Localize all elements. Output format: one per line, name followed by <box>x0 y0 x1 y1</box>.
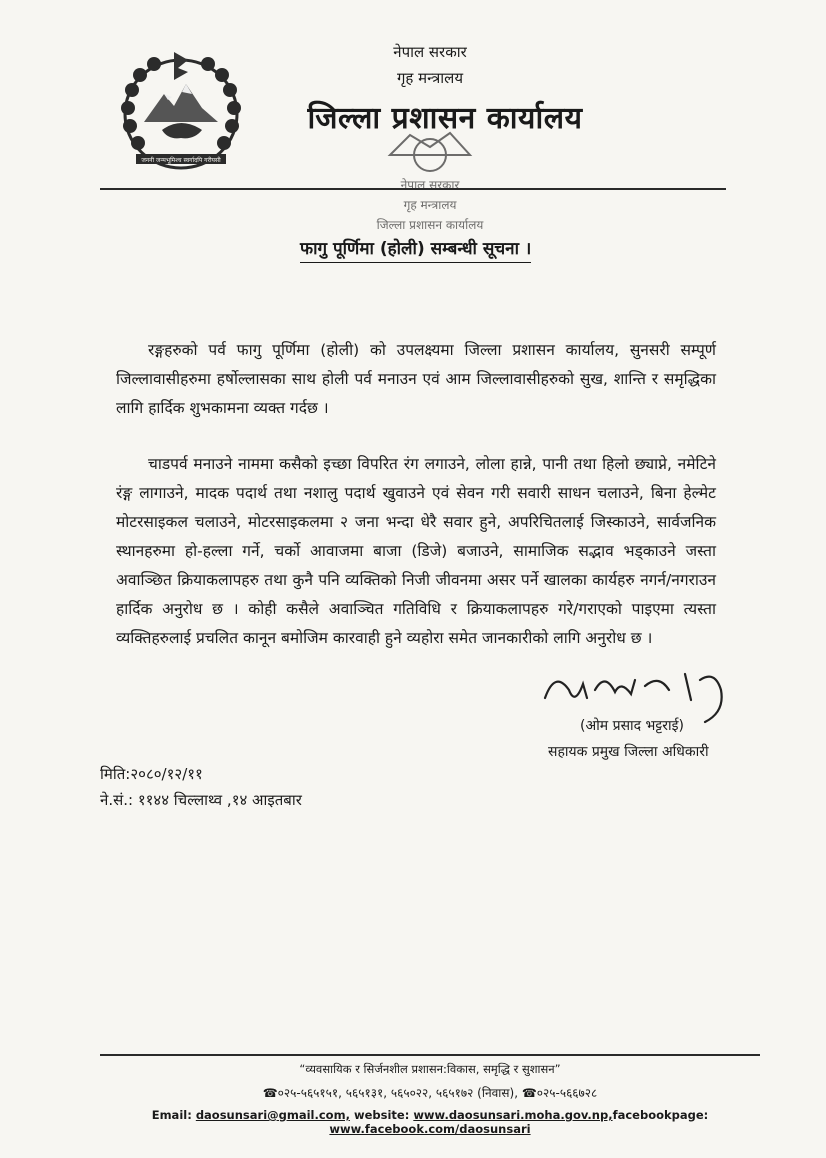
signatory-designation: सहायक प्रमुख जिल्ला अधिकारी <box>548 744 709 760</box>
stamp-line-1: नेपाल सरकार <box>400 178 460 192</box>
website-link[interactable]: www.daosunsari.moha.gov.np, <box>413 1108 613 1122</box>
stamp-line-3: जिल्ला प्रशासन कार्यालय <box>376 218 484 232</box>
phone-icon: ☎ <box>262 1086 278 1100</box>
email-label: Email: <box>151 1108 196 1122</box>
facebook-label: facebookpage: <box>612 1108 709 1122</box>
stamp-line-2: गृह मन्त्रालय <box>403 198 457 212</box>
paragraph-greeting: रङ्गहरुको पर्व फागु पूर्णिमा (होली) को उपलक्ष्यमा जिल्ला प्रशासन कार्यालय, सुनसरी सम्पूर्ण जिल्लावासीहरुमा हर्षोल्लासका साथ होली पर्व मनाउन एवं आम जिल्लावासीहरुको सुख, शान्ति र समृद्धिका लागि हार्दिक शुभकामना व्यक्त गर्दछ । <box>116 340 716 417</box>
nepal-emblem <box>116 50 246 176</box>
notice-subject: फागु पूर्णिमा (होली) सम्बन्धी सूचना । <box>300 236 531 263</box>
emblem-motto: जननी जन्मभूमिश्च स्वर्गादपि गरीयसी <box>141 157 221 164</box>
government-line: नेपाल सरकार <box>393 43 467 61</box>
office-title: जिल्ला प्रशासन कार्यालय <box>307 101 583 136</box>
paragraph-request: चाडपर्व मनाउने नाममा कसैको इच्छा विपरित रंग लगाउने, लोला हान्ने, पानी तथा हिलो छ्याप्ने, नमेटिने रंङ्ग लागाउने, मादक पदार्थ तथा नशालु पदार्थ खुवाउने एवं सेवन गरी सवारी साधन चलाउने, बिना हेल्मेट मोटरसाइकल चलाउने, मोटरसाइकलमा २ जना भन्दा धेरै सवार हुने, अपरिचितलाई जिस्काउने, सार्वजनिक स्थानहरुमा हो-हल्ला गर्ने, चर्को आवाजमा बाजा (डिजे) बजाउने, सामाजिक सद्भाव भड्काउने जस्ता अवाञ्छित क्रियाकलापहरु तथा कुनै पनि व्यक्तिको निजी जीवनमा असर पर्ने खालका कार्यहरु नगर्न/नगराउन हार्दिक अनुरोध छ । कोही कसैले अवाञ्चित गतिविधि र क्रियाकलापहरु गरे/गराएको पाइएमा त्यस्ता व्यक्तिहरुलाई प्रचलित कानून बमोजिम कारवाही हुने व्यहोरा समेत जानकारीको लागि अनुरोध छ । <box>116 454 716 647</box>
footer-slogan: “व्यवसायिक र सिर्जनशील प्रशासन:विकास, समृद्धि र सुशासन” <box>299 1062 561 1076</box>
footer-phones: ०२५-५६५१५१, ५६५१३१, ५६५०२२, ५६५१७२ (निवास), <box>277 1086 522 1100</box>
footer-contact-line <box>100 1108 760 1136</box>
fax-icon: ☎ <box>521 1086 537 1100</box>
website-label: website: <box>349 1108 414 1122</box>
footer-divider <box>100 1054 760 1056</box>
signatory-name: (ओम प्रसाद भट्टराई) <box>580 718 684 734</box>
footer-phone-line <box>100 1084 760 1101</box>
date-nepal-sambat: ने.सं.: ११४४ चिल्लाथ्व ,१४ आइतबार <box>100 791 302 809</box>
date-miti: मिति:२०८०/१२/११ <box>100 765 203 783</box>
email-link[interactable]: daosunsari@gmail.com, <box>195 1108 350 1122</box>
footer-fax: ०२५-५६६७२८ <box>536 1086 598 1100</box>
facebook-link[interactable]: www.facebook.com/daosunsari <box>329 1122 531 1136</box>
header-divider <box>100 188 726 190</box>
ministry-line: गृह मन्त्रालय <box>396 69 464 87</box>
